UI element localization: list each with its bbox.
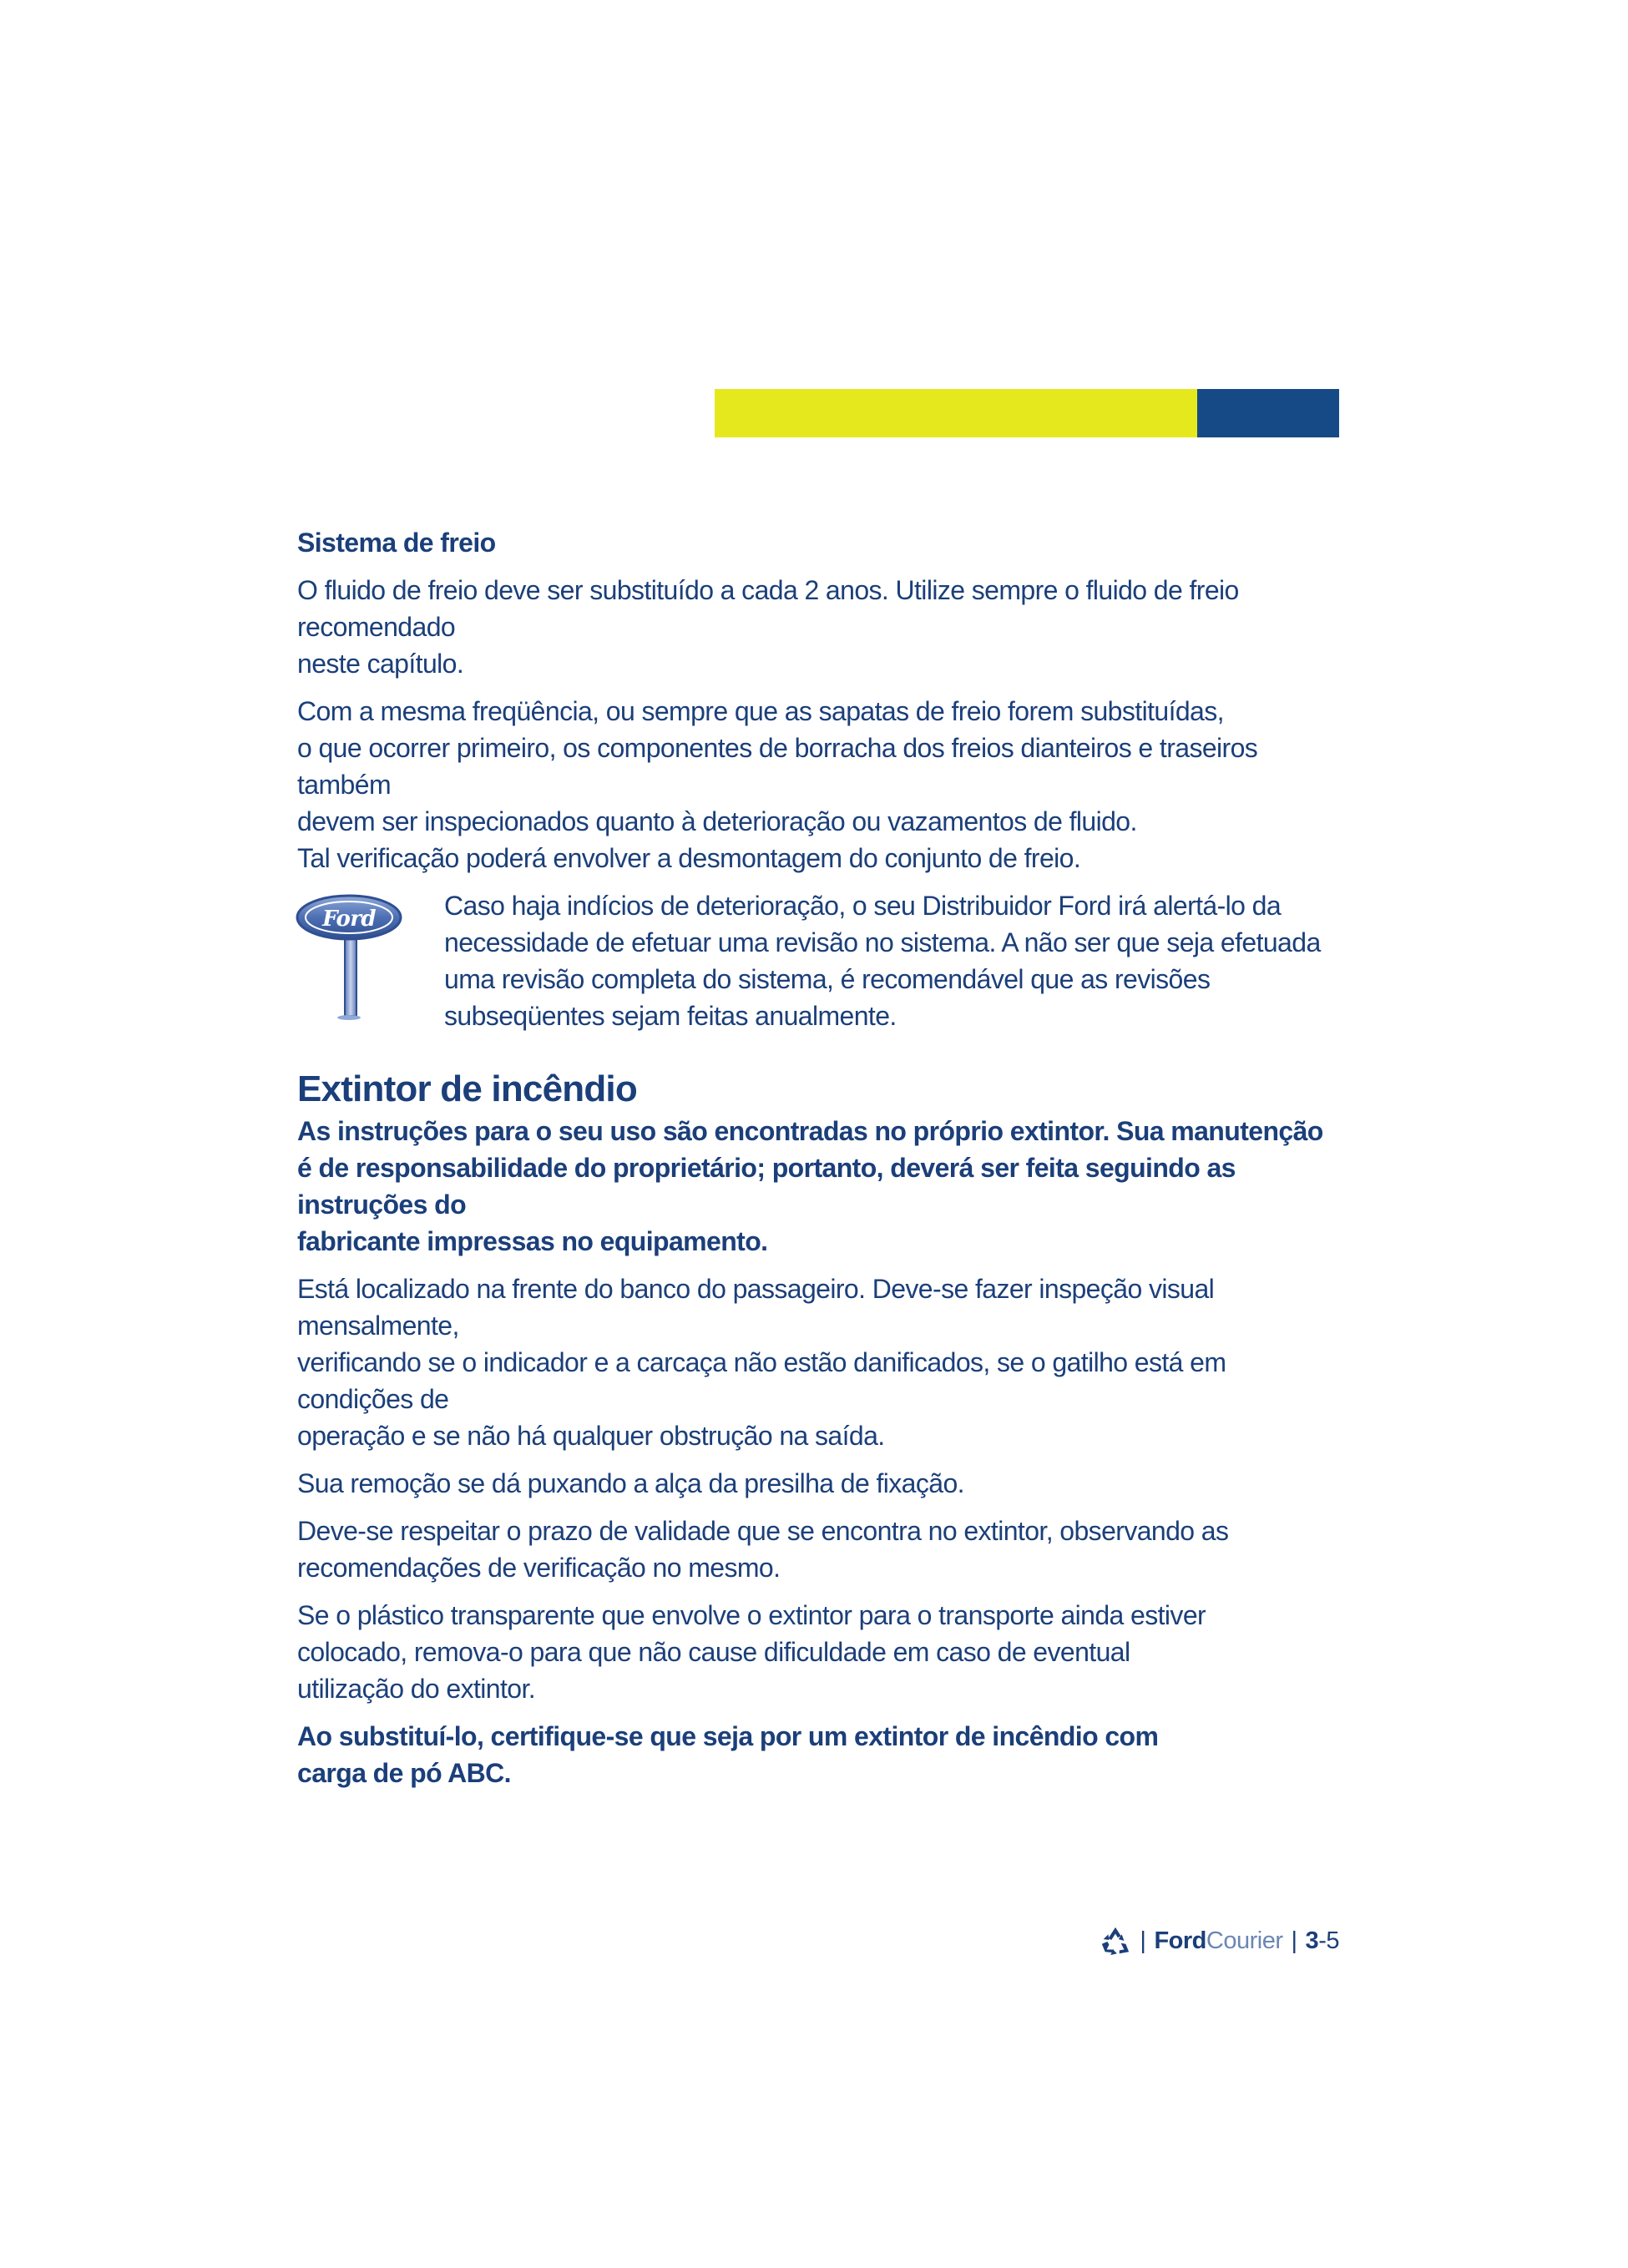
text-line: fabricante impressas no equipamento. xyxy=(297,1226,768,1256)
section-title-brake-system: Sistema de freio xyxy=(297,528,496,558)
extinguisher-paragraph-3 xyxy=(297,1513,1341,1586)
footer-brand xyxy=(1154,1926,1282,1956)
extinguisher-closing xyxy=(297,1718,1341,1791)
text-line: carga de pó ABC. xyxy=(297,1758,511,1788)
text-line: necessidade de efetuar uma revisão no sistema. A não ser que seja efetuada xyxy=(444,927,1321,957)
page-content xyxy=(297,524,1341,1802)
recycle-icon xyxy=(1100,1925,1131,1957)
brake-paragraph-2 xyxy=(297,693,1341,876)
page-sep: - xyxy=(1318,1927,1327,1954)
header-accent-bar-yellow xyxy=(715,389,1197,437)
footer-separator: | xyxy=(1140,1927,1146,1954)
extinguisher-intro xyxy=(297,1113,1341,1260)
extinguisher-paragraph-2: Sua remoção se dá puxando a alça da presilha de fixação. xyxy=(297,1468,964,1498)
page-chapter: 3 xyxy=(1305,1927,1319,1954)
text-line: devem ser inspecionados quanto à deterioração ou vazamentos de fluido. xyxy=(297,806,1137,836)
text-line: verificando se o indicador e a carcaça não estão danificados, se o gatilho está em condições de xyxy=(297,1347,1226,1414)
ford-logo-text: Ford xyxy=(322,907,376,932)
text-line: Com a mesma freqüência, ou sempre que as sapatas de freio forem substituídas, xyxy=(297,696,1224,726)
footer-brand-bold: Ford xyxy=(1154,1927,1206,1954)
text-line: O fluido de freio deve ser substituído a cada 2 anos. Utilize sempre o fluido de freio recomendado xyxy=(297,575,1239,642)
brake-paragraph-1 xyxy=(297,572,1341,682)
text-line: uma revisão completa do sistema, é recomendável que as revisões xyxy=(444,964,1211,994)
page-number xyxy=(1306,1926,1339,1956)
text-line: Ao substituí-lo, certifique-se que seja por um extintor de incêndio com xyxy=(297,1721,1159,1751)
text-line: As instruções para o seu uso são encontradas no próprio extintor. Sua manutenção xyxy=(297,1116,1323,1146)
ford-sign-icon xyxy=(296,892,404,1021)
text-line: neste capítulo. xyxy=(297,649,464,679)
extinguisher-paragraph-4 xyxy=(297,1597,1341,1707)
text-line: Se o plástico transparente que envolve o extintor para o transporte ainda estiver xyxy=(297,1600,1206,1630)
text-line: colocado, remova-o para que não cause dificuldade em caso de eventual xyxy=(297,1637,1130,1667)
text-line: utilização do extintor. xyxy=(297,1674,536,1704)
header-accent-bar-blue xyxy=(1197,389,1339,437)
section-title-fire-extinguisher: Extintor de incêndio xyxy=(297,1068,637,1109)
page-footer xyxy=(1100,1925,1339,1957)
ford-dealer-note xyxy=(297,887,1341,1034)
footer-separator: | xyxy=(1291,1927,1297,1954)
text-line: é de responsabilidade do proprietário; portanto, deverá ser feita seguindo as instruções do xyxy=(297,1153,1236,1220)
footer-brand-light: Courier xyxy=(1206,1927,1283,1954)
text-line: operação e se não há qualquer obstrução na saída. xyxy=(297,1421,885,1451)
text-line: Deve-se respeitar o prazo de validade que se encontra no extintor, observando as xyxy=(297,1516,1229,1546)
text-line: Tal verificação poderá envolver a desmontagem do conjunto de freio. xyxy=(297,843,1081,873)
page-num: 5 xyxy=(1326,1927,1339,1954)
text-line: Está localizado na frente do banco do passageiro. Deve-se fazer inspeção visual mensalmente, xyxy=(297,1274,1215,1341)
text-line: subseqüentes sejam feitas anualmente. xyxy=(444,1001,897,1031)
text-line: recomendações de verificação no mesmo. xyxy=(297,1553,781,1583)
text-line: o que ocorrer primeiro, os componentes de borracha dos freios dianteiros e traseiros também xyxy=(297,733,1258,800)
text-line: Caso haja indícios de deterioração, o seu Distribuidor Ford irá alertá-lo da xyxy=(444,891,1282,921)
extinguisher-paragraph-1 xyxy=(297,1270,1341,1454)
